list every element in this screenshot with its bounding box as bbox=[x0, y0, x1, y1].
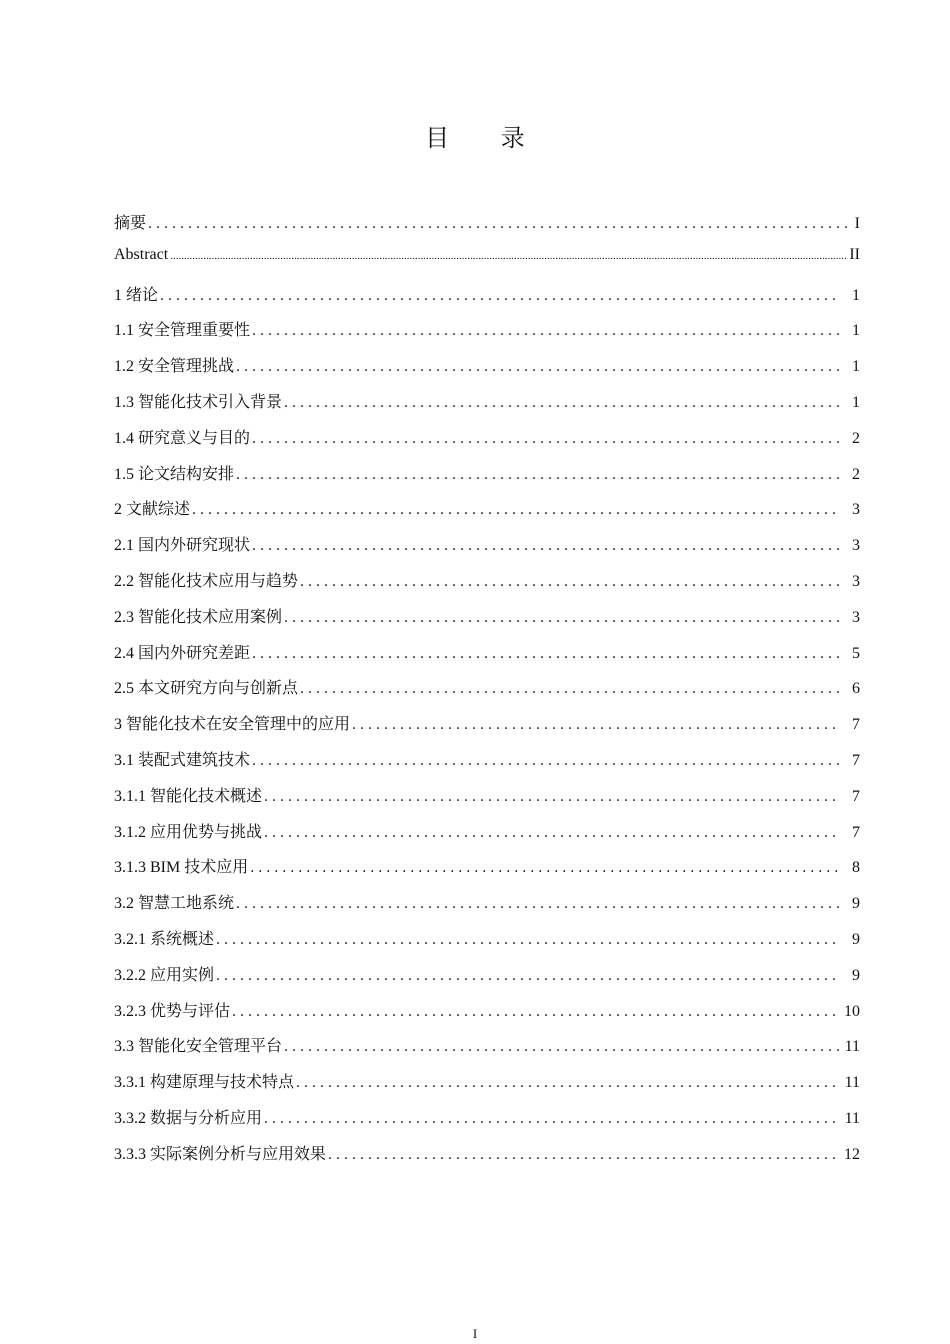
dot-leader bbox=[252, 537, 840, 555]
dot-leader bbox=[250, 859, 840, 877]
toc-entry-text: 3.2 智慧工地系统 bbox=[114, 895, 235, 913]
toc-entry-page: 7 bbox=[852, 751, 860, 769]
footer-page-number: I bbox=[472, 1326, 478, 1341]
toc-entry-text: 1.3 智能化技术引入背景 bbox=[114, 393, 283, 411]
toc-entry-page: 1 bbox=[852, 393, 860, 411]
dot-leader bbox=[264, 788, 840, 806]
dot-leader bbox=[216, 931, 840, 949]
toc-entry-text: 3.2.1 系统概述 bbox=[114, 930, 215, 948]
toc-entry-text: Abstract bbox=[114, 245, 169, 263]
toc-entry[interactable] bbox=[114, 532, 860, 568]
toc-entry-page: 10 bbox=[844, 1002, 860, 1020]
toc-entry-text: 1.2 安全管理挑战 bbox=[114, 358, 235, 376]
toc-entry[interactable] bbox=[114, 604, 860, 640]
dot-leader bbox=[284, 1038, 840, 1056]
dot-leader bbox=[160, 287, 840, 305]
toc-entry[interactable] bbox=[114, 998, 860, 1034]
dot-leader bbox=[236, 358, 840, 376]
dot-leader bbox=[192, 501, 840, 519]
toc-entry[interactable] bbox=[114, 389, 860, 425]
toc-entry-page: I bbox=[854, 215, 860, 232]
toc-entry[interactable] bbox=[114, 854, 860, 890]
toc-entry-text: 1.1 安全管理重要性 bbox=[114, 322, 251, 340]
dot-leader bbox=[264, 1110, 840, 1128]
toc-entry-page: 9 bbox=[852, 930, 860, 948]
dot-leader bbox=[232, 1003, 840, 1021]
toc-entry[interactable] bbox=[114, 1033, 860, 1069]
toc-entry[interactable] bbox=[114, 317, 860, 353]
dot-leader bbox=[252, 645, 840, 663]
toc-title: 目 录 bbox=[425, 124, 547, 152]
toc-entry-text: 3.3 智能化安全管理平台 bbox=[114, 1038, 283, 1056]
toc-entry-page: 7 bbox=[852, 823, 860, 841]
toc-entry-text: 2.2 智能化技术应用与趋势 bbox=[114, 572, 299, 590]
toc-entry-text: 1 绪论 bbox=[114, 286, 159, 304]
toc-entry-page: 7 bbox=[852, 787, 860, 805]
toc-entry-text: 3.1.2 应用优势与挑战 bbox=[114, 823, 263, 841]
toc-entry-text: 3.3.2 数据与分析应用 bbox=[114, 1109, 263, 1127]
toc-entry[interactable] bbox=[114, 890, 860, 926]
toc-entry-page: 3 bbox=[852, 501, 860, 519]
toc-entry-page: 11 bbox=[844, 1074, 860, 1092]
toc-entry[interactable] bbox=[114, 568, 860, 604]
dot-leader bbox=[300, 573, 840, 591]
toc-entry-abstract-cn[interactable] bbox=[114, 210, 860, 246]
toc-entry[interactable] bbox=[114, 1141, 860, 1177]
toc-entry-text: 2.4 国内外研究差距 bbox=[114, 644, 251, 662]
toc-entry-text: 3 智能化技术在安全管理中的应用 bbox=[114, 716, 351, 734]
dot-leader bbox=[252, 430, 840, 448]
toc-entry-text: 2.5 本文研究方向与创新点 bbox=[114, 680, 299, 698]
dot-leader bbox=[328, 1146, 840, 1164]
toc-entry-page: 2 bbox=[852, 465, 860, 483]
toc-entry-abstract-en[interactable] bbox=[114, 246, 860, 282]
toc-entry-page: 11 bbox=[844, 1109, 860, 1127]
toc-entry-page: 7 bbox=[852, 716, 860, 734]
toc-entry-page: 3 bbox=[852, 608, 860, 626]
toc-entry-page: 1 bbox=[852, 358, 860, 376]
toc-entry[interactable] bbox=[114, 496, 860, 532]
dot-leader bbox=[148, 215, 853, 233]
dot-leader bbox=[352, 716, 840, 734]
toc-entry-text: 3.3.3 实际案例分析与应用效果 bbox=[114, 1145, 327, 1163]
toc-entry-text: 2 文献综述 bbox=[114, 501, 191, 519]
toc-entry-text: 摘要 bbox=[114, 215, 147, 232]
toc-entry-page: 11 bbox=[844, 1038, 860, 1056]
toc-entry[interactable] bbox=[114, 461, 860, 497]
table-of-contents bbox=[114, 210, 860, 1177]
toc-entry-text: 3.1 装配式建筑技术 bbox=[114, 751, 251, 769]
dot-leader bbox=[296, 1074, 840, 1092]
toc-entry[interactable] bbox=[114, 675, 860, 711]
dot-leader bbox=[284, 609, 840, 627]
toc-entry-page: 9 bbox=[852, 895, 860, 913]
dot-leader bbox=[252, 322, 840, 340]
toc-entry-page: 9 bbox=[852, 966, 860, 984]
toc-entry-text: 3.3.1 构建原理与技术特点 bbox=[114, 1074, 295, 1092]
toc-entry[interactable] bbox=[114, 819, 860, 855]
dot-leader bbox=[252, 752, 840, 770]
toc-entry-page: 1 bbox=[852, 322, 860, 340]
toc-entry-page: 8 bbox=[852, 859, 860, 877]
dot-leader bbox=[300, 680, 840, 698]
toc-entry[interactable] bbox=[114, 962, 860, 998]
toc-entry[interactable] bbox=[114, 640, 860, 676]
toc-entry-text: 3.2.2 应用实例 bbox=[114, 966, 215, 984]
toc-entry[interactable] bbox=[114, 711, 860, 747]
toc-entry[interactable] bbox=[114, 747, 860, 783]
toc-entry[interactable] bbox=[114, 1069, 860, 1105]
toc-entry[interactable] bbox=[114, 1105, 860, 1141]
toc-entry-page: 3 bbox=[852, 572, 860, 590]
toc-entry[interactable] bbox=[114, 282, 860, 318]
toc-entry-text: 3.1.3 BIM 技术应用 bbox=[114, 859, 249, 877]
toc-entry-text: 2.3 智能化技术应用案例 bbox=[114, 608, 283, 626]
dot-leader bbox=[170, 246, 847, 264]
dot-leader bbox=[236, 895, 840, 913]
toc-entry-page: 2 bbox=[852, 429, 860, 447]
toc-entry-page: II bbox=[849, 245, 860, 263]
dot-leader bbox=[216, 967, 840, 985]
toc-entry[interactable] bbox=[114, 353, 860, 389]
toc-entry-text: 1.4 研究意义与目的 bbox=[114, 429, 251, 447]
toc-entry-page: 1 bbox=[852, 286, 860, 304]
toc-entry-page: 12 bbox=[844, 1145, 860, 1163]
dot-leader bbox=[264, 824, 840, 842]
toc-entry[interactable] bbox=[114, 425, 860, 461]
toc-entry-page: 6 bbox=[852, 680, 860, 698]
toc-entry[interactable] bbox=[114, 783, 860, 819]
toc-entry-text: 3.1.1 智能化技术概述 bbox=[114, 787, 263, 805]
toc-entry-page: 5 bbox=[852, 644, 860, 662]
toc-entry-page: 3 bbox=[852, 537, 860, 555]
toc-entry-text: 3.2.3 优势与评估 bbox=[114, 1002, 231, 1020]
dot-leader bbox=[284, 394, 840, 412]
toc-entry-text: 1.5 论文结构安排 bbox=[114, 465, 235, 483]
toc-entry-text: 2.1 国内外研究现状 bbox=[114, 537, 251, 555]
toc-entry[interactable] bbox=[114, 926, 860, 962]
dot-leader bbox=[236, 466, 840, 484]
